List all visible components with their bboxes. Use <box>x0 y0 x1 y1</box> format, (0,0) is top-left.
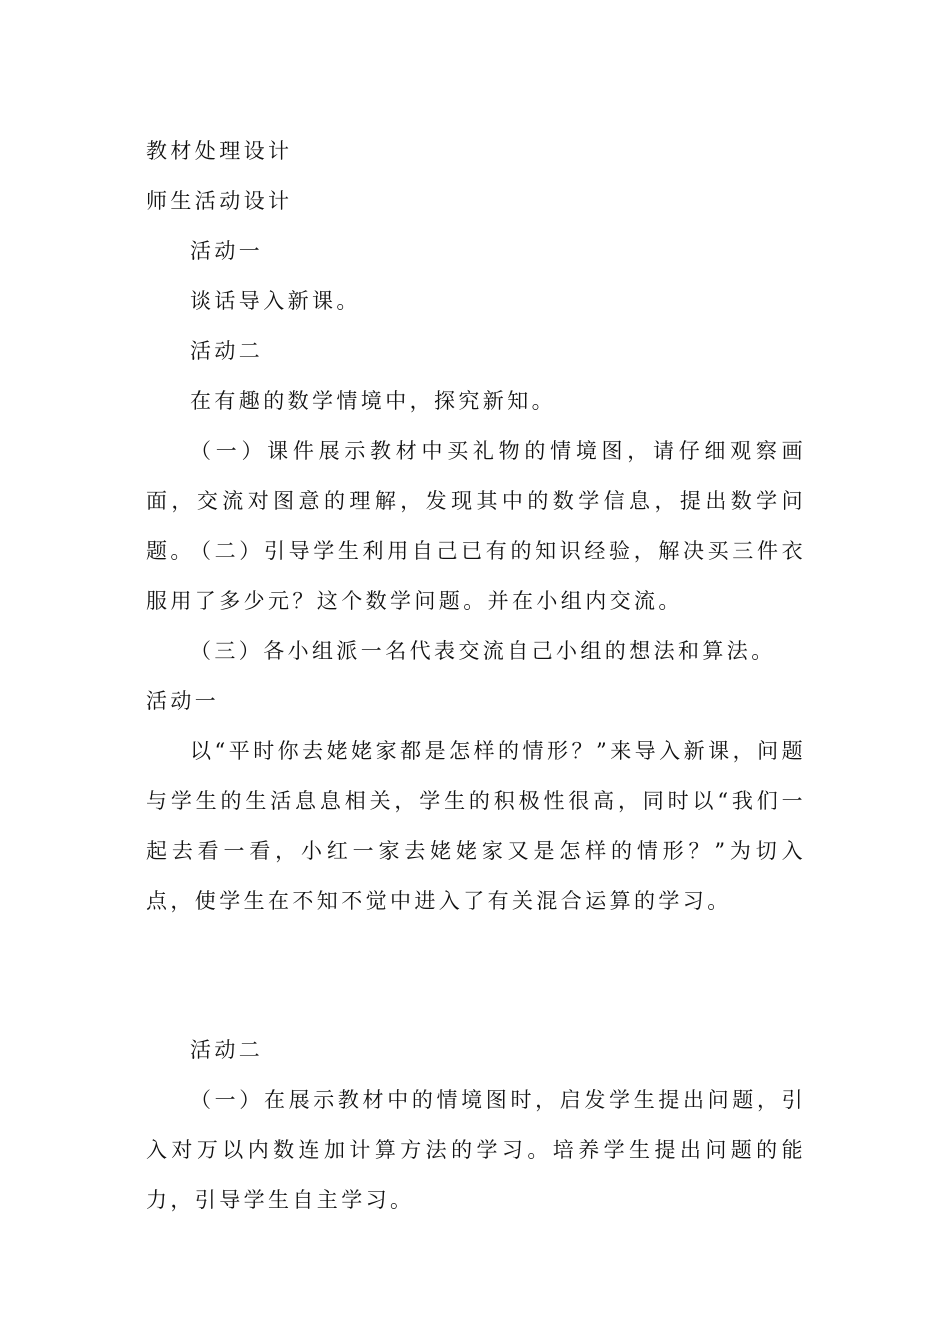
design-activity-two-label: 活动二 <box>190 1038 264 1062</box>
step-three-paragraph: （三）各小组派一名代表交流自己小组的想法和算法。 <box>190 639 776 663</box>
design-activity-one-label: 活动一 <box>146 689 220 713</box>
activity-two-label: 活动二 <box>190 339 264 363</box>
design-activity-two-paragraph: （一）在展示教材中的情境图时，启发学生提出问题，引入对万以内数连加计算方法的学习。培养学生提出问题的能力，引导学生自主学习。 <box>146 1088 806 1212</box>
activity-two-text: 在有趣的数学情境中，探究新知。 <box>190 389 556 413</box>
step-two-paragraph: （二）引导学生利用自己已有的知识经验，解决买三件衣服用了多少元？这个数学问题。并在小组内交流。 <box>146 539 806 613</box>
design-activity-one-paragraph: 以“平时你去姥姥家都是怎样的情形？”来导入新课，问题与学生的生活息息相关，学生的积极性很高，同时以“我们一起去看一看，小红一家去姥姥家又是怎样的情形？”为切入点，使学生在不知不觉中进入了有关混合运算的学习。 <box>146 739 806 913</box>
activity-one-label: 活动一 <box>190 239 264 263</box>
heading-activity-design: 师生活动设计 <box>146 189 293 213</box>
heading-material-design: 教材处理设计 <box>146 139 293 163</box>
step-one-paragraph: （一）课件展示教材中买礼物的情境图，请仔细观察画面，交流对图意的理解，发现其中的数学信息，提出数学问题。 <box>146 439 806 563</box>
activity-one-text: 谈话导入新课。 <box>190 289 361 313</box>
